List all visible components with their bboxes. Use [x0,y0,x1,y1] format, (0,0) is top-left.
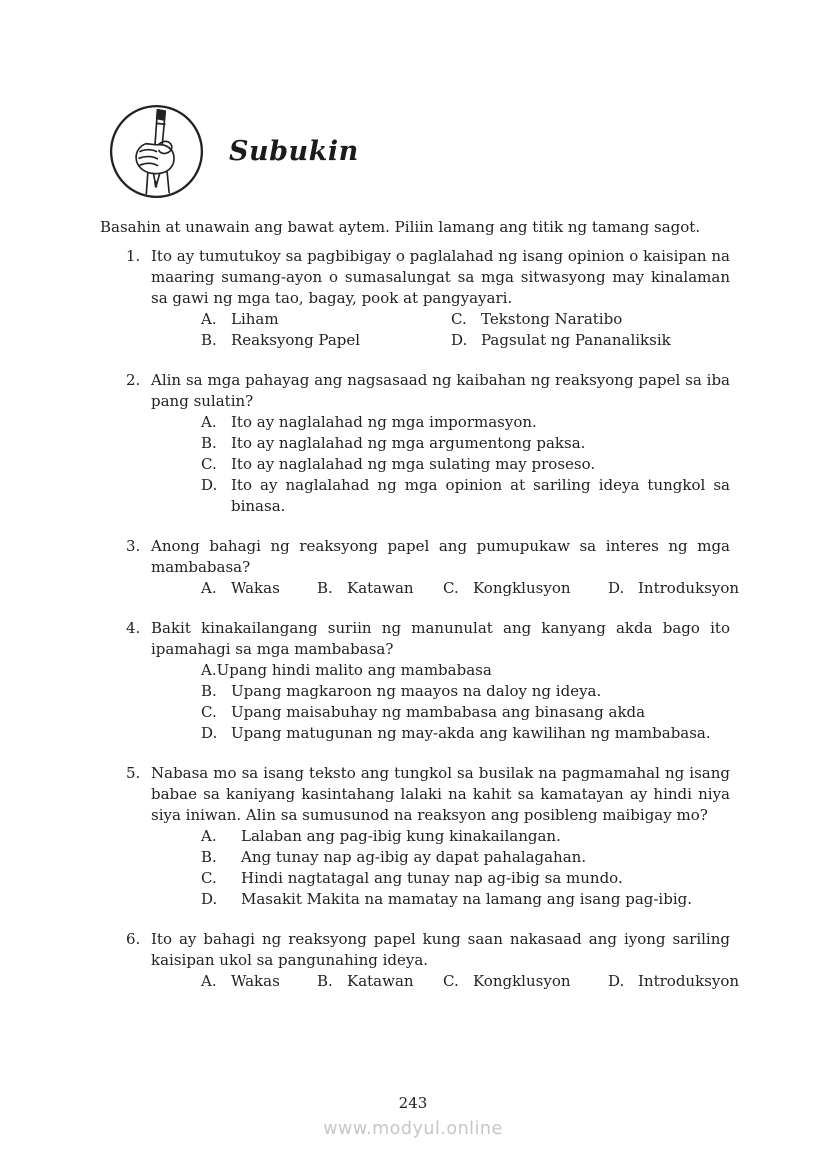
option-letter: A. [201,579,217,597]
question-body [151,536,740,599]
question-number: 4. [126,619,141,637]
option-c [201,702,730,723]
option-text: A.Upang hindi malito ang mambabasa [201,661,492,679]
option-a [201,578,317,599]
option-a [201,412,730,433]
option-text: Hindi nagtatagal ang tunay nap ag-ibig sa mundo. [241,869,623,887]
option-letter: B. [317,579,333,597]
option-a [201,309,451,330]
question-item [126,929,740,992]
option-text: Tekstong Naratibo [481,310,623,328]
option-text: Upang magkaroon ng maayos na daloy ng ideya. [231,682,602,700]
option-d [201,475,730,517]
question-number: 3. [126,537,141,555]
option-text: Introduksyon [638,579,740,597]
question-item [126,536,740,599]
hand-holding-pencil-icon [108,103,205,200]
option-letter: D. [201,476,218,494]
option-letter: C. [201,703,217,721]
option-d [608,578,739,599]
option-letter: B. [201,331,217,349]
option-text: Ito ay naglalahad ng mga argumentong paksa. [231,434,586,452]
option-text: Reaksyong Papel [231,331,361,349]
page-number: 243 [398,1093,428,1112]
question-text: Ito ay tumutukoy sa pagbibigay o paglalahad ng isang opinion o kaisipan na maaring sumang-ayon o sumasalungat sa mga sitwasyong may kinalaman sa gawi ng mga tao, bagay, pook at pangyayari. [151,247,730,307]
option-b [317,578,443,599]
option-letter: C. [201,869,217,887]
page-title: Subukin [229,135,359,167]
question-item [126,763,730,910]
options-group [201,309,730,351]
option-b [201,433,730,454]
option-a [201,971,317,992]
option-b [201,330,451,351]
option-text: Lalaban ang pag-ibig kung kinakailangan. [241,827,561,845]
option-text: Kongklusyon [473,579,571,597]
page-footer [0,1093,826,1142]
question-number: 2. [126,371,141,389]
question-body [151,370,730,517]
option-letter: D. [451,331,468,349]
option-text: Ito ay naglalahad ng mga sulating may proseso. [231,455,596,473]
option-b [317,971,443,992]
question-item [126,618,730,744]
option-text: Ito ay naglalahad ng mga impormasyon. [231,413,537,431]
option-b [201,681,730,702]
question-item [126,370,730,517]
option-c [443,578,608,599]
question-body [151,929,740,992]
option-letter: B. [317,972,333,990]
question-number: 1. [126,247,141,265]
option-text: Introduksyon [638,972,740,990]
options-group [201,826,730,910]
option-d [201,723,730,744]
option-c [201,454,730,475]
option-text: Masakit Makita na mamatay na lamang ang isang pag-ibig. [241,890,693,908]
question-number: 6. [126,930,141,948]
option-letter: D. [608,972,625,990]
option-c [451,309,730,330]
question-text: Ito ay bahagi ng reaksyong papel kung saan nakasaad ang iyong sariling kaisipan ukol sa pangunahing ideya. [151,930,730,969]
option-d [451,330,730,351]
option-letter: D. [201,724,218,742]
options-group [201,660,730,744]
question-text: Alin sa mga pahayag ang nagsasaad ng kaibahan ng reaksyong papel sa iba pang sulatin? [151,371,730,410]
option-text: Ito ay naglalahad ng mga opinion at sariling ideya tungkol sa binasa. [231,476,730,515]
option [201,660,730,681]
option-letter: D. [608,579,625,597]
options-group [201,412,730,517]
instruction-text: Basahin at unawain ang bawat aytem. Piliin lamang ang titik ng tamang sagot. [100,218,701,236]
option-letter: C. [451,310,467,328]
question-text: Nabasa mo sa isang teksto ang tungkol sa busilak na pagmamahal ng isang babae sa kaniyang kasintahang lalaki na kahit sa kamatayan ay hindi niya siya iniwan. Alin sa sumusunod na reaksyon ang posibleng maibigay mo? [151,764,730,824]
option-letter: A. [201,972,217,990]
option-letter: B. [201,848,217,866]
option-text: Upang maisabuhay ng mambabasa ang binasang akda [231,703,646,721]
option-text: Ang tunay nap ag-ibig ay dapat pahalagahan. [241,848,587,866]
question-text: Bakit kinakailangang suriin ng manunulat ang kanyang akda bago ito ipamahagi sa mga mambabasa? [151,619,730,658]
option-text: Katawan [347,579,414,597]
question-text: Anong bahagi ng reaksyong papel ang pumupukaw sa interes ng mga mambabasa? [151,537,730,576]
option-letter: D. [201,890,218,908]
option-text: Kongklusyon [473,972,571,990]
question-item [126,246,730,351]
option-letter: A. [201,310,217,328]
question-body [151,246,730,351]
option-letter: C. [201,455,217,473]
option-text: Wakas [231,972,280,990]
options-group [201,971,740,992]
option-text: Katawan [347,972,414,990]
option-letter: A. [201,827,217,845]
options-group [201,578,740,599]
question-number: 5. [126,764,141,782]
option-text: Upang matugunan ng may-akda ang kawilihan ng mambabasa. [231,724,711,742]
option-text: Liham [231,310,279,328]
option-c [201,868,730,889]
question-list [100,246,740,992]
question-body [151,618,730,744]
option-d [608,971,739,992]
option-text: Pagsulat ng Pananaliksik [481,331,671,349]
option-letter: C. [443,972,459,990]
option-d [201,889,730,910]
question-body [151,763,730,910]
option-text: Wakas [231,579,280,597]
option-letter: B. [201,682,217,700]
section-header [108,103,730,200]
option-c [443,971,608,992]
website-url: www.modyul.online [323,1118,503,1139]
option-letter: B. [201,434,217,452]
option-b [201,847,730,868]
option-letter: A. [201,413,217,431]
option-a [201,826,730,847]
option-letter: C. [443,579,459,597]
